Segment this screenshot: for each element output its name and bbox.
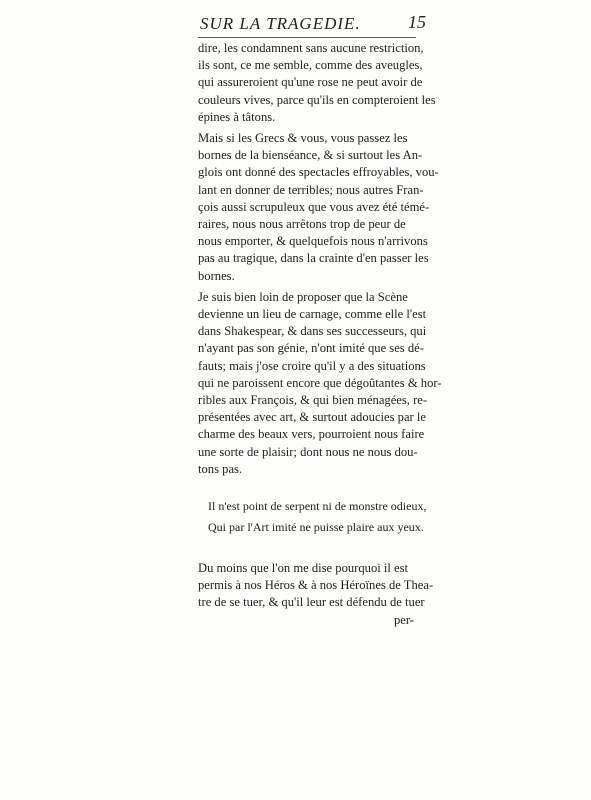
text-line: couleurs vives, parce qu'ils en compteroient les bbox=[198, 92, 436, 107]
paragraph-1 bbox=[198, 40, 436, 126]
text-line: une sorte de plaisir; dont nous ne nous dou- bbox=[198, 444, 418, 459]
text-line: permis à nos Héros & à nos Héroïnes de Thea- bbox=[198, 578, 434, 593]
text-line: bornes. bbox=[198, 268, 235, 283]
running-head: SUR LA TRAGEDIE. bbox=[200, 14, 361, 33]
text-line: dire, les condamnent sans aucune restriction, bbox=[198, 41, 424, 55]
text-line: présentées avec art, & surtout adoucies par le bbox=[198, 410, 426, 425]
text-line: ribles aux François, & qui bien ménagées, re- bbox=[198, 393, 428, 408]
text-line: raires, nous nous arrêtons trop de peur de bbox=[198, 217, 406, 232]
text-line: Mais si les Grecs & vous, vous passez les bbox=[198, 131, 408, 146]
catchword: per- bbox=[393, 612, 414, 627]
paragraph-4 bbox=[198, 560, 434, 612]
verse-quotation bbox=[198, 496, 427, 538]
page-number: 15 bbox=[408, 12, 426, 32]
text-line: n'ayant pas son génie, n'ont imité que ses dé- bbox=[198, 341, 424, 356]
text-line: fauts; mais j'ose croire qu'il y a des situations bbox=[198, 358, 426, 373]
text-line: épines à tâtons. bbox=[198, 109, 276, 124]
text-line: Je suis bien loin de proposer que la Scène bbox=[198, 289, 408, 304]
text-line: charme des beaux vers, pourroient nous faire bbox=[198, 427, 425, 442]
verse-line: Il n'est point de serpent ni de monstre odieux, bbox=[208, 499, 427, 514]
text-line: ils sont, ce me semble, comme des aveugles, bbox=[198, 58, 423, 73]
text-line: tons pas. bbox=[198, 461, 243, 476]
text-line: lant en donner de terribles; nous autres Fran- bbox=[198, 182, 424, 197]
text-line: nous emporter, & quelquefois nous n'arrivons bbox=[198, 234, 428, 249]
text-line: devienne un lieu de carnage, comme elle l'est bbox=[198, 307, 427, 322]
paragraph-3 bbox=[198, 289, 442, 478]
text-line: pas au tragique, dans la crainte d'en passer les bbox=[198, 251, 429, 266]
text-line: Du moins que l'on me dise pourquoi il est bbox=[198, 561, 409, 576]
text-line: dans Shakespear, & dans ses successeurs, qui bbox=[198, 324, 427, 339]
paragraph-2 bbox=[198, 130, 439, 285]
text-line: glois ont donné des spectacles effroyables, vou- bbox=[198, 165, 439, 180]
text-line: qui assureroient qu'une rose ne peut avoir de bbox=[198, 75, 423, 90]
text-line: tre de se tuer, & qu'il leur est défendu de tuer bbox=[198, 595, 425, 610]
header-rule bbox=[198, 37, 416, 38]
text-line: bornes de la bienséance, & si surtout les An- bbox=[198, 148, 423, 163]
body-text bbox=[198, 40, 442, 629]
text-line: çois aussi scrupuleux que vous avez été témé- bbox=[198, 199, 430, 214]
text-line: qui ne paroissent encore que dégoûtantes & hor- bbox=[198, 375, 442, 390]
verse-line: Qui par l'Art imité ne puisse plaire aux yeux. bbox=[208, 520, 424, 535]
